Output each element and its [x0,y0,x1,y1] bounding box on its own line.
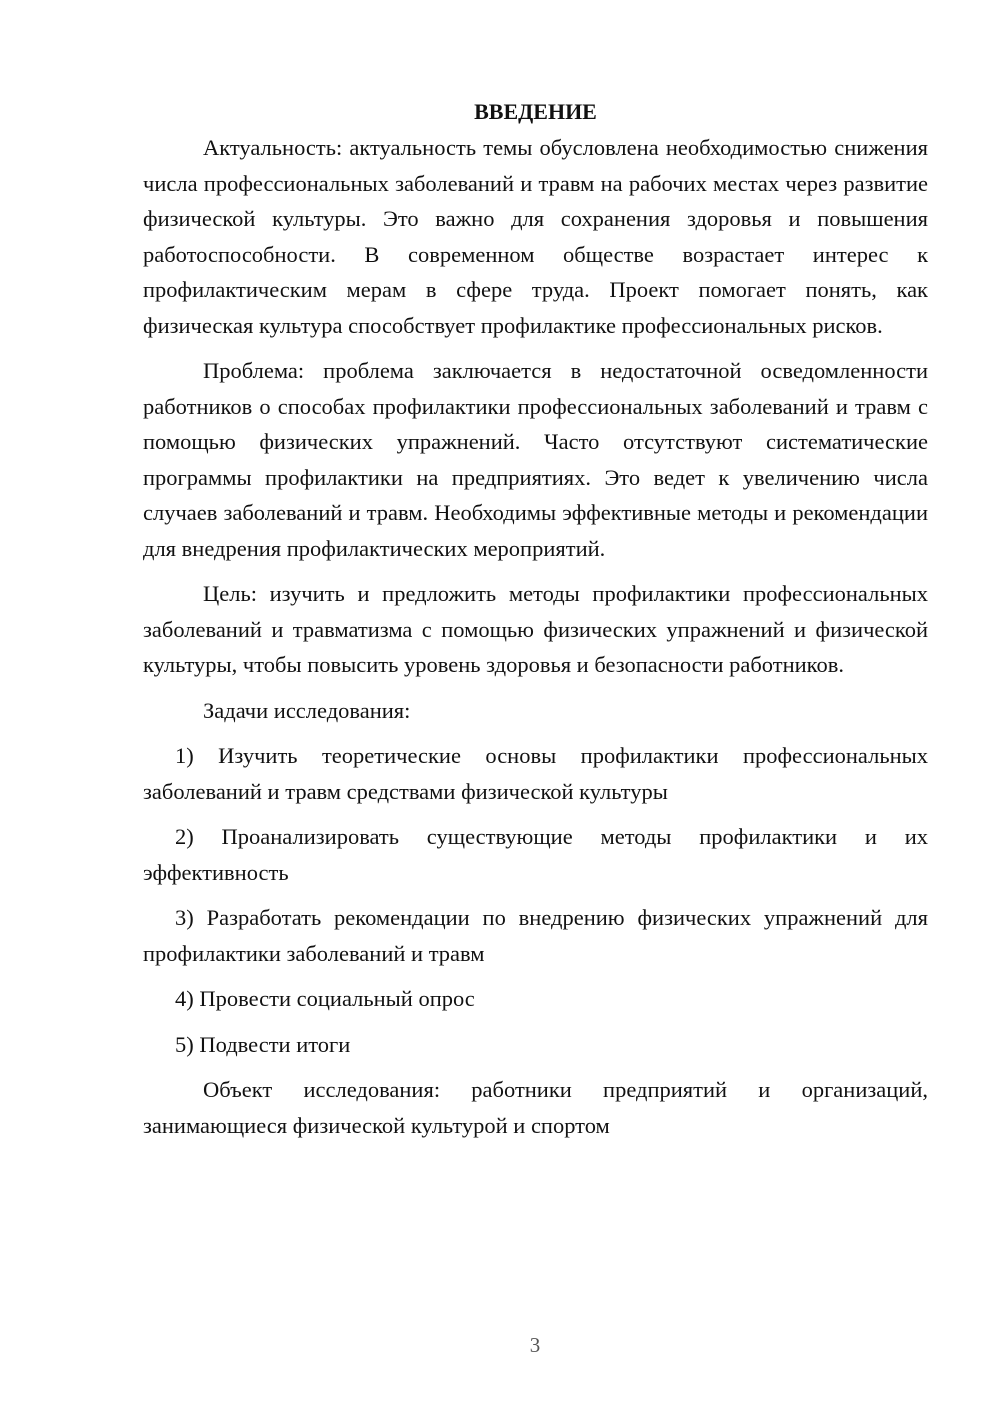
relevance-paragraph: Актуальность: актуальность темы обусловлена необходимостью снижения числа профессиональных заболеваний и травм на рабочих местах через развитие физической культуры. Это важно для сохранения здоровья и повышения работоспособности. В современном обществе возрастает интерес к профилактическим мерам в сфере труда. Проект помогает понять, как физическая культура способствует профилактике профессиональных рисков. [143,135,928,338]
task-item-3: 3) Разработать рекомендации по внедрению физических упражнений для профилактики заболеваний и травм [143,905,928,966]
tasks-heading: Задачи исследования: [203,697,411,723]
goal-paragraph: Цель: изучить и предложить методы профилактики профессиональных заболеваний и травматизма с помощью физических упражнений и физической культуры, чтобы повысить уровень здоровья и безопасности работников. [143,581,928,677]
object-paragraph: Объект исследования: работники предприятий и организаций, занимающиеся физической культурой и спортом [143,1077,928,1138]
page-number: 3 [529,1333,541,1357]
task-item-2: 2) Проанализировать существующие методы профилактики и их эффективность [143,824,928,885]
task-item-4: 4) Провести социальный опрос [175,986,475,1011]
problem-paragraph: Проблема: проблема заключается в недостаточной осведомленности работников о способах профилактики профессиональных заболеваний и травм с помощью физических упражнений. Часто отсутствуют систематические программы профилактики на предприятиях. Это ведет к увеличению числа случаев заболеваний и травм. Необходимы эффективные методы и рекомендации для внедрения профилактических мероприятий. [143,358,928,561]
task-item-1: 1) Изучить теоретические основы профилактики профессиональных заболеваний и травм средствами физической культуры [143,743,928,804]
document-page [143,96,928,1153]
task-item-5: 5) Подвести итоги [175,1031,351,1057]
document-title: ВВЕДЕНИЕ [474,99,597,124]
